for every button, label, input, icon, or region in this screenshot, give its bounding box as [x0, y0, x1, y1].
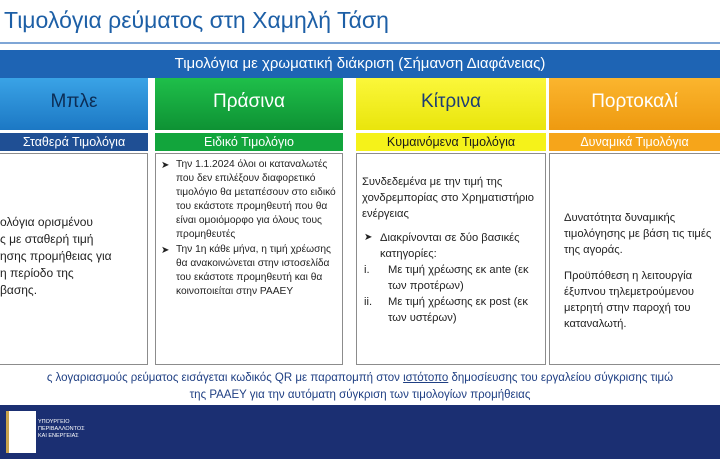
qr-note-post: δημοσίευσης του εργαλείου σύγκρισης τιμώ	[448, 372, 674, 384]
column-header-yellow: Κίτρινα	[356, 78, 546, 130]
blue-line: ολόγια ορισμένου	[0, 215, 93, 229]
checkmark-arrow-icon	[161, 159, 169, 173]
tariff-banner: Τιμολόγια με χρωματική διάκριση (Σήμανση Διαφάνειας)	[0, 50, 720, 78]
page-title-text: Τιμολόγια ρεύματος στη Χαμηλή Τάση	[4, 7, 389, 33]
orange-paragraph: Προϋπόθεση η λειτουργία έξυπνου τηλεμετρούμενου μετρητή στην παροχή του καταναλωτή.	[564, 270, 695, 330]
blue-line: η περίοδο της	[0, 266, 74, 280]
website-link[interactable]: ιστότοπο	[403, 372, 449, 384]
yellow-description	[362, 174, 544, 326]
ministry-logo	[6, 411, 36, 453]
blue-line: ησης προμήθειας για	[0, 249, 112, 263]
green-item-text: Την 1.1.2024 όλοι οι καταναλωτές που δεν επιλέξουν διαφορετικό τιμολόγιο θα μεταπέσουν στο ειδικό του εκάστοτε προμηθευτή που θα είναι ομοιόμορφο για όλους τους προμηθευτές	[176, 159, 336, 240]
yellow-description-box	[356, 153, 546, 365]
column-header-orange: Πορτοκαλί	[549, 78, 720, 130]
orange-description-box	[549, 153, 720, 365]
qr-note-line-2: της ΡΑΑΕΥ για την αυτόματη σύγκριση των τιμολογίων προμήθειας	[189, 389, 531, 401]
blue-line: βασης.	[0, 283, 38, 297]
yellow-intro: Συνδεδεμένα με την τιμή της χονδρεμπορίας στο Χρηματιστήριο ενέργειας	[362, 176, 534, 220]
logo-line: ΥΠΟΥΡΓΕΙΟ	[38, 419, 70, 425]
column-header-blue: Μπλε	[0, 78, 148, 130]
roman-numeral: i.	[364, 264, 370, 276]
blue-description-box	[0, 153, 148, 365]
green-description-box	[155, 153, 343, 365]
blue-line: ς με σταθερή τιμή	[0, 232, 94, 246]
checkmark-arrow-icon	[161, 244, 169, 258]
blue-description	[0, 214, 112, 299]
green-item-text: Την 1η κάθε μήνα, η τιμή χρέωσης θα ανακοινώνεται στην ιστοσελίδα του εκάστοτε προμηθευτή και θα κοινοποιείται στην ΡΑΑΕΥ	[176, 244, 331, 297]
logo-line: ΠΕΡΙΒΑΛΛΟΝΤΟΣ	[38, 426, 85, 432]
page-title	[0, 0, 720, 44]
column-subtitle-green: Ειδικό Τιμολόγιο	[155, 133, 343, 151]
yellow-sub-text: Με τιμή χρέωσης εκ post (εκ των υστέρων)	[388, 296, 528, 324]
logo-line: ΚΑΙ ΕΝΕΡΓΕΙΑΣ	[38, 433, 79, 439]
green-bullet-list	[160, 158, 342, 300]
list-item	[362, 230, 544, 262]
arrow-bullet-icon	[364, 230, 372, 246]
column-subtitle-yellow: Κυμαινόμενα Τιμολόγια	[356, 133, 546, 151]
ministry-logo-text	[38, 419, 85, 440]
title-divider	[0, 42, 720, 44]
qr-note-pre: ς λογαριασμούς ρεύματος εισάγεται κωδικός QR με παραπομπή στον	[46, 372, 404, 384]
yellow-sub-text: Με τιμή χρέωσης εκ ante (εκ των προτέρων)	[388, 264, 529, 292]
qr-note	[0, 370, 720, 404]
list-item	[362, 294, 544, 326]
list-item	[160, 158, 342, 242]
orange-paragraph: Δυνατότητα δυναμικής τιμολόγησης με βάση τις τιμές της αγοράς.	[564, 212, 712, 256]
orange-description	[564, 210, 720, 342]
column-header-green: Πράσινα	[155, 78, 343, 130]
column-subtitle-blue: Σταθερά Τιμολόγια	[0, 133, 148, 151]
footer-bar	[0, 405, 720, 459]
list-item	[160, 243, 342, 299]
column-subtitle-orange: Δυναμικά Τιμολόγια	[549, 133, 720, 151]
yellow-arrow-text: Διακρίνονται σε δύο βασικές κατηγορίες:	[380, 232, 520, 260]
roman-numeral: ii.	[364, 296, 373, 308]
qr-note-line-1	[0, 370, 720, 387]
list-item	[362, 262, 544, 294]
